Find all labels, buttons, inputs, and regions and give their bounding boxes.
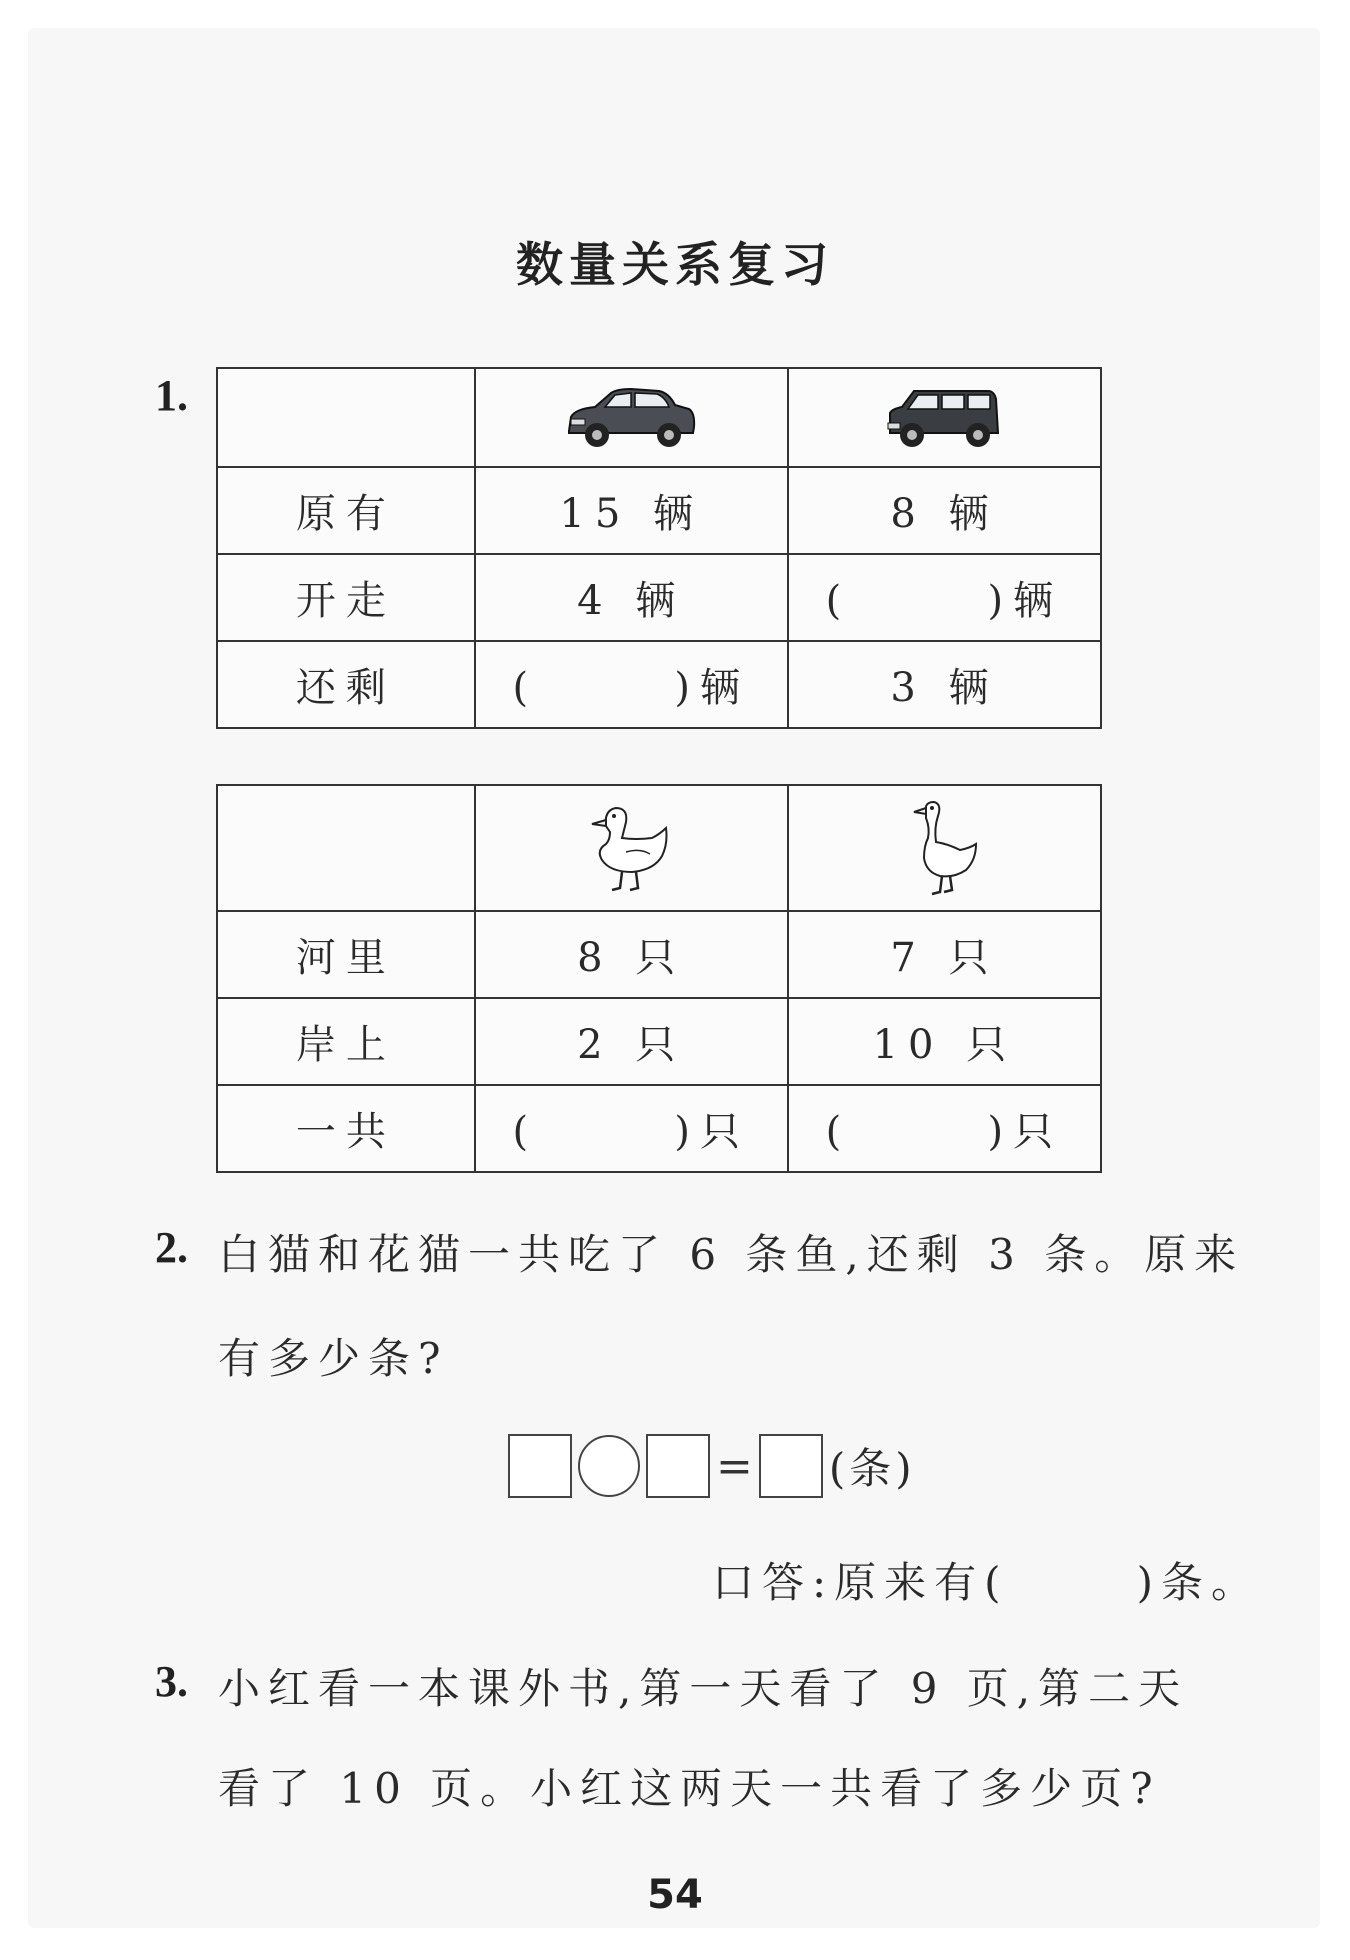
duck-value: 8 只 [475, 911, 788, 998]
sedan-car-icon [561, 383, 701, 453]
table-row [217, 911, 1101, 998]
goose-value: 10 只 [788, 998, 1101, 1085]
table-row [217, 1085, 1101, 1172]
equation-template [508, 1434, 916, 1498]
question-1-number: 1. [155, 371, 188, 420]
question-2-text-line2: 有多少条? [218, 1334, 449, 1383]
sedan-value: 4 辆 [475, 554, 788, 641]
row-label: 开走 [217, 554, 475, 641]
blank-answer-cell[interactable]: ( )只 [475, 1085, 788, 1172]
table-row [217, 998, 1101, 1085]
question-3-text-line2: 看了 10 页。小红这两天一共看了多少页? [218, 1764, 1161, 1813]
header-empty-cell [217, 368, 475, 467]
blank-answer-cell[interactable]: ( )辆 [788, 554, 1101, 641]
duck-header-cell [475, 785, 788, 911]
number-box[interactable] [646, 1434, 710, 1498]
suv-value: 8 辆 [788, 467, 1101, 554]
geese-table [216, 784, 1102, 1173]
duck-icon [586, 800, 676, 896]
row-label: 河里 [217, 911, 475, 998]
table-row [217, 554, 1101, 641]
goose-value: 7 只 [788, 911, 1101, 998]
header-empty-cell [217, 785, 475, 911]
equation-unit: (条) [828, 1444, 916, 1493]
goose-icon [904, 798, 984, 898]
table-row [217, 368, 1101, 467]
result-box[interactable] [759, 1434, 823, 1498]
blank-answer-cell[interactable]: ( )辆 [475, 641, 788, 728]
row-label: 原有 [217, 467, 475, 554]
row-label: 还剩 [217, 641, 475, 728]
question-2-answer[interactable]: 口答:原来有( )条。 [712, 1558, 1262, 1607]
page-title: 数量关系复习 [516, 238, 834, 293]
row-label: 一共 [217, 1085, 475, 1172]
suv-header-cell [788, 368, 1101, 467]
table-row [217, 785, 1101, 911]
question-3-text-line1: 小红看一本课外书,第一天看了 9 页,第二天 [218, 1664, 1189, 1713]
sedan-value: 15 辆 [475, 467, 788, 554]
table-row [217, 467, 1101, 554]
suv-value: 3 辆 [788, 641, 1101, 728]
question-3-number: 3. [155, 1657, 188, 1706]
suv-car-icon [884, 383, 1004, 453]
equals-sign: = [716, 1440, 753, 1492]
number-box[interactable] [508, 1434, 572, 1498]
operator-circle[interactable] [578, 1435, 640, 1497]
question-2-text-line1: 白猫和花猫一共吃了 6 条鱼,还剩 3 条。原来 [218, 1230, 1245, 1279]
blank-answer-cell[interactable]: ( )只 [788, 1085, 1101, 1172]
page-number: 54 [647, 1872, 703, 1918]
row-label: 岸上 [217, 998, 475, 1085]
cars-table [216, 367, 1102, 729]
sedan-header-cell [475, 368, 788, 467]
table-row [217, 641, 1101, 728]
goose-header-cell [788, 785, 1101, 911]
duck-value: 2 只 [475, 998, 788, 1085]
question-2-number: 2. [155, 1223, 188, 1272]
